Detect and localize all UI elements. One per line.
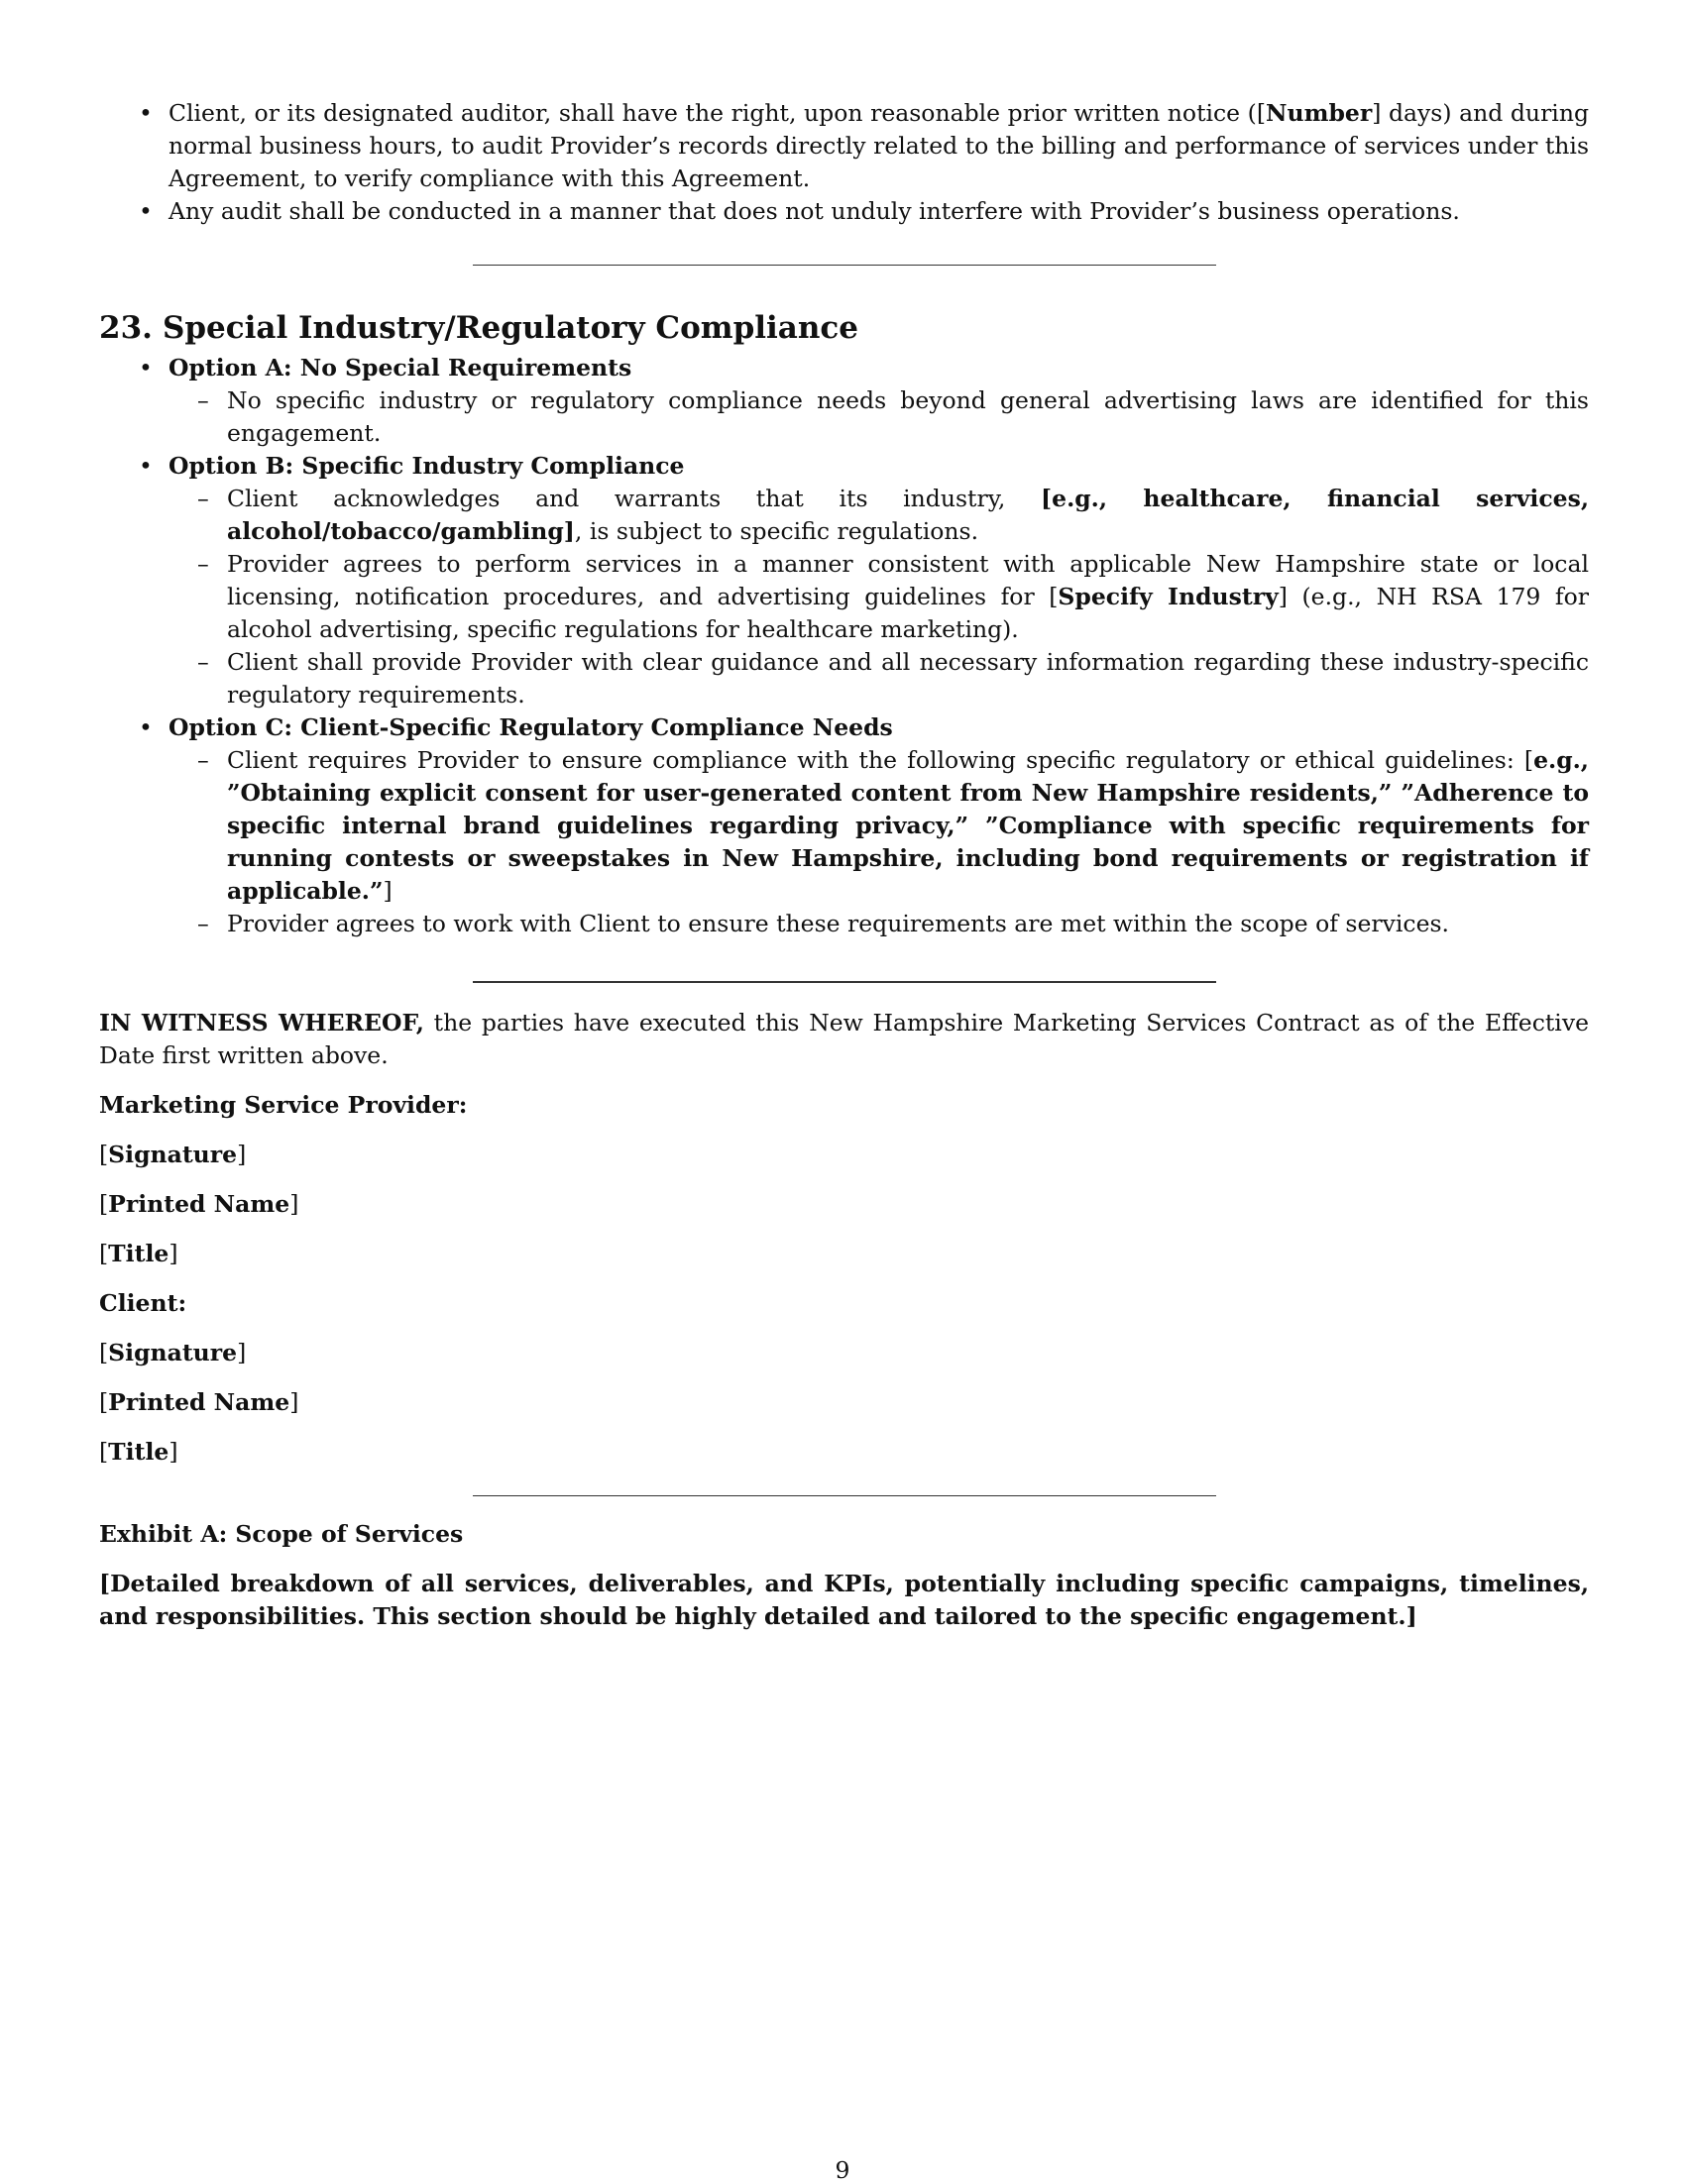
option-c-item-1: – Client requires Provider to ensure compliance with the following specific regulatory or ethical guidelines: [e.g., ”Obtaining explicit consent for user-generated content from New Hampshire residents,” ”Adherence to specific internal brand guidelines regarding privacy,” ”Compliance with specific requirements for running contests or sweepstakes in New Hampshire, including bond requirements or registration if applicable.”]: [197, 746, 1589, 905]
audit-bullet-2: • Any audit shall be conducted in a manner that does not unduly interfere with Provider’s business operations.: [99, 195, 1589, 228]
document-page: [99, 97, 1589, 1633]
option-b-item-1: – Client acknowledges and warrants that its industry, [e.g., healthcare, financial services, alcohol/tobacco/gambling], is subject to specific regulations.: [197, 485, 1589, 545]
section-23-heading: 23. Special Industry/Regulatory Compliance: [99, 310, 859, 346]
audit-bullet-list: [99, 97, 1589, 228]
client-label: Client:: [99, 1289, 187, 1317]
bullet-icon: •: [139, 452, 153, 480]
option-a-item-1: – No specific industry or regulatory compliance needs beyond general advertising laws are identified for this engagement.: [197, 386, 1589, 447]
compliance-options-list: [99, 352, 1589, 940]
dash-icon: –: [197, 910, 209, 937]
option-a: • Option A: No Special Requirements – No specific industry or regulatory compliance needs beyond general advertising laws are identified for this engagement.: [99, 352, 1589, 450]
bullet-icon: •: [139, 713, 153, 741]
page-number: 9: [835, 2156, 850, 2184]
dash-icon: –: [197, 550, 209, 578]
client-printed-name: [Printed Name]: [99, 1388, 299, 1416]
dash-icon: –: [197, 485, 209, 512]
option-b: • Option B: Specific Industry Compliance – Client acknowledges and warrants that its industry, [e.g., healthcare, financial services, alcohol/tobacco/gambling], is subject to specific regulations. – Provider agrees to perform services in a manner consistent with applicable New Hampshire state or local licensing, notification procedures, and advertising guidelines for [Specify Industry] (e.g., NH RSA 179 for alcohol advertising, specific regulations for healthcare marketing). – Client shall provide Provider with clear guidance and all necessary information regarding these industry-specific regulatory requirements.: [99, 450, 1589, 711]
audit-bullet-1: • Client, or its designated auditor, shall have the right, upon reasonable prior written notice ([Number] days) and during normal business hours, to audit Provider’s records directly related to the billing and performance of services under this Agreement, to verify compliance with this Agreement.: [139, 99, 1589, 192]
provider-title: [Title]: [99, 1240, 178, 1267]
option-b-items: [168, 483, 1589, 711]
dash-icon: –: [197, 386, 209, 414]
client-signature: [Signature]: [99, 1339, 247, 1366]
option-b-item-3: – Client shall provide Provider with clear guidance and all necessary information regarding these industry-specific regulatory requirements.: [197, 648, 1589, 709]
option-c: • Option C: Client-Specific Regulatory Compliance Needs – Client requires Provider to ensure compliance with the following specific regulatory or ethical guidelines: [e.g., ”Obtaining explicit consent for user-generated content from New Hampshire residents,” ”Adherence to specific internal brand guidelines regarding privacy,” ”Compliance with specific requirements for running contests or sweepstakes in New Hampshire, including bond requirements or registration if applicable.”] – Provider agrees to work with Client to ensure these requirements are met within the scope of services.: [99, 711, 1589, 940]
option-b-item-2: – Provider agrees to perform services in a manner consistent with applicable New Hampshire state or local licensing, notification procedures, and advertising guidelines for [Specify Industry] (e.g., NH RSA 179 for alcohol advertising, specific regulations for healthcare marketing).: [197, 550, 1589, 643]
section-divider: [473, 265, 1216, 266]
witness-paragraph: IN WITNESS WHEREOF, the parties have executed this New Hampshire Marketing Services Contract as of the Effective Date first written above.: [99, 1009, 1589, 1069]
dash-icon: –: [197, 746, 209, 774]
provider-label: Marketing Service Provider:: [99, 1091, 468, 1119]
bullet-icon: •: [139, 99, 153, 127]
dash-icon: –: [197, 648, 209, 676]
option-c-item-2: – Provider agrees to work with Client to ensure these requirements are met within the scope of services.: [168, 908, 1589, 940]
client-title: [Title]: [99, 1438, 178, 1466]
exhibit-heading: Exhibit A: Scope of Services: [99, 1520, 464, 1548]
provider-signature: [Signature]: [99, 1141, 247, 1168]
option-a-items: [168, 384, 1589, 450]
exhibit-body: [Detailed breakdown of all services, deliverables, and KPIs, potentially including specific campaigns, timelines, and responsibilities. This section should be highly detailed and tailored to the specific engagement.]: [99, 1570, 1589, 1630]
provider-printed-name: [Printed Name]: [99, 1190, 299, 1218]
section-divider: [473, 981, 1216, 983]
bullet-icon: •: [139, 197, 153, 225]
section-divider: [473, 1495, 1216, 1496]
bullet-icon: •: [139, 354, 153, 382]
option-c-items: [168, 744, 1589, 940]
